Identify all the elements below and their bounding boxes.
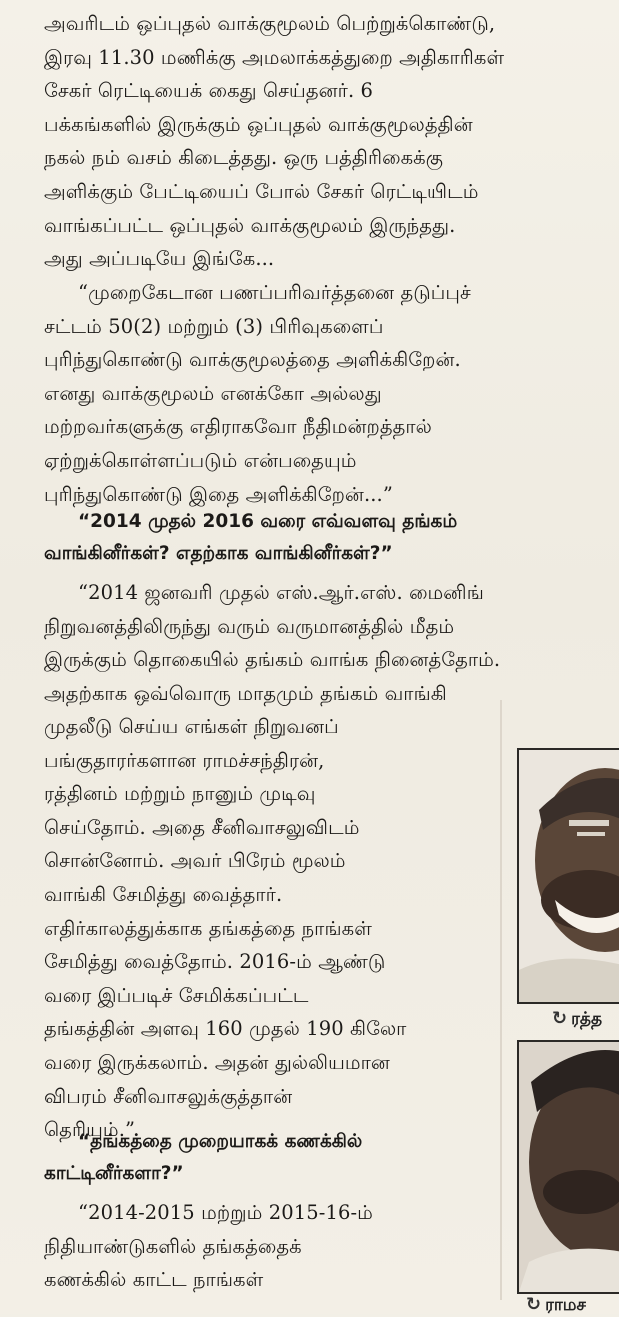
refresh-arrow-icon: ↻ (552, 1008, 568, 1029)
text-line: வாங்கப்பட்ட ஒப்புதல் வாக்குமூலம் இருந்தது. (44, 213, 456, 237)
text-line: வரை இருக்கலாம். அதன் துல்லியமான (44, 1050, 390, 1074)
text-line: பக்கங்களில் இருக்கும் ஒப்புதல் வாக்குமூலத்தின் (44, 112, 473, 136)
question-heading-2 (44, 1126, 474, 1190)
paragraph-answer-narrow (44, 710, 474, 1147)
text-line: காட்டினீர்களா?” (44, 1163, 184, 1184)
text-line: சொன்னோம். அவர் பிரேம் மூலம் (44, 849, 346, 873)
text-line: சேமித்து வைத்தோம். 2016-ம் ஆண்டு (44, 950, 386, 974)
text-line: புரிந்துகொண்டு வாக்குமூலத்தை அளிக்கிறேன். (44, 348, 461, 372)
question-heading (44, 506, 600, 570)
text-line: “2014 ஜனவரி முதல் எஸ்.ஆர்.எஸ். மைனிங் (78, 581, 484, 604)
text-line: “2014-2015 மற்றும் 2015-16-ம் (78, 1201, 373, 1224)
text-line: தெரியும்.” (44, 1118, 136, 1142)
text-line: எனது வாக்குமூலம் எனக்கோ அல்லது (44, 381, 382, 405)
text-line: சேகர் ரெட்டியைக் கைது செய்தனர். 6 (44, 79, 374, 103)
text-line: வரை இப்படிச் சேமிக்கப்பட்ட (44, 983, 309, 1007)
text-line: அதற்காக ஒவ்வொரு மாதமும் தங்கம் வாங்கி (44, 681, 447, 705)
text-line: நிதியாண்டுகளில் தங்கத்தைக் (44, 1234, 302, 1258)
paragraph-intro (44, 7, 600, 276)
text-line: புரிந்துகொண்டு இதை அளிக்கிறேன்...” (44, 482, 393, 506)
text-line: “2014 முதல் 2016 வரை எவ்வளவு தங்கம் (78, 511, 458, 532)
refresh-arrow-icon: ↻ (526, 1294, 542, 1315)
text-line: கணக்கில் காட்ட நாங்கள் (44, 1268, 264, 1292)
text-line: நகல் நம் வசம் கிடைத்தது. ஒரு பத்திரிகைக்கு (44, 146, 444, 170)
portrait-photo-2 (517, 1040, 619, 1294)
text-line: ஏற்றுக்கொள்ளப்படும் என்பதையும் (44, 448, 357, 472)
text-line: ரத்தினம் மற்றும் நானும் முடிவு (44, 782, 316, 806)
text-line: அவரிடம் ஒப்புதல் வாக்குமூலம் பெற்றுக்கொண்டு, (44, 12, 496, 35)
text-line: செய்தோம். அதை சீனிவாசலுவிடம் (44, 815, 360, 839)
portrait-illustration-2 (519, 1042, 619, 1292)
text-line: இருக்கும் தொகையில் தங்கம் வாங்க நினைத்தோம். (44, 648, 501, 672)
text-line: எதிர்காலத்துக்காக தங்கத்தை நாங்கள் (44, 916, 372, 940)
text-line: நிறுவனத்திலிருந்து வரும் வருமானத்தில் மீதம் (44, 614, 455, 638)
text-line: “முறைகேடான பணப்பரிவர்த்தனை தடுப்புச் (78, 281, 471, 304)
photo-caption-1 (552, 1008, 602, 1031)
text-line: இரவு 11.30 மணிக்கு அமலாக்கத்துறை அதிகாரிகள் (44, 45, 505, 69)
text-line: அளிக்கும் பேட்டியைப் போல் சேகர் ரெட்டியிடம் (44, 179, 479, 203)
text-line: வாங்கி சேமித்து வைத்தார். (44, 882, 283, 906)
paragraph-statement (44, 276, 600, 511)
text-line: “தங்கத்தை முறையாகக் கணக்கில் (78, 1131, 363, 1152)
column-gutter (500, 700, 502, 1300)
text-line: வாங்கினீர்கள்? எதற்காக வாங்கினீர்கள்?” (44, 543, 393, 564)
text-line: மற்றவர்களுக்கு எதிராகவோ நீதிமன்றத்தால் (44, 415, 432, 439)
paragraph-answer-wide (44, 576, 600, 710)
text-line: சட்டம் 50(2) மற்றும் (3) பிரிவுகளைப் (44, 314, 384, 338)
text-line: அது அப்படியே இங்கே... (44, 247, 275, 271)
portrait-photo-1 (517, 748, 619, 1004)
text-line: விபரம் சீனிவாசலுக்குத்தான் (44, 1084, 293, 1108)
caption-text-2: ராமச (545, 1295, 586, 1315)
text-line: முதலீடு செய்ய எங்கள் நிறுவனப் (44, 715, 339, 738)
paragraph-answer-2 (44, 1196, 474, 1297)
text-line: தங்கத்தின் அளவு 160 முதல் 190 கிலோ (44, 1017, 407, 1041)
text-line: பங்குதாரர்களான ராமச்சந்திரன், (44, 748, 325, 772)
portrait-illustration-1 (519, 750, 619, 1002)
caption-text-1: ரத்த (571, 1009, 603, 1029)
